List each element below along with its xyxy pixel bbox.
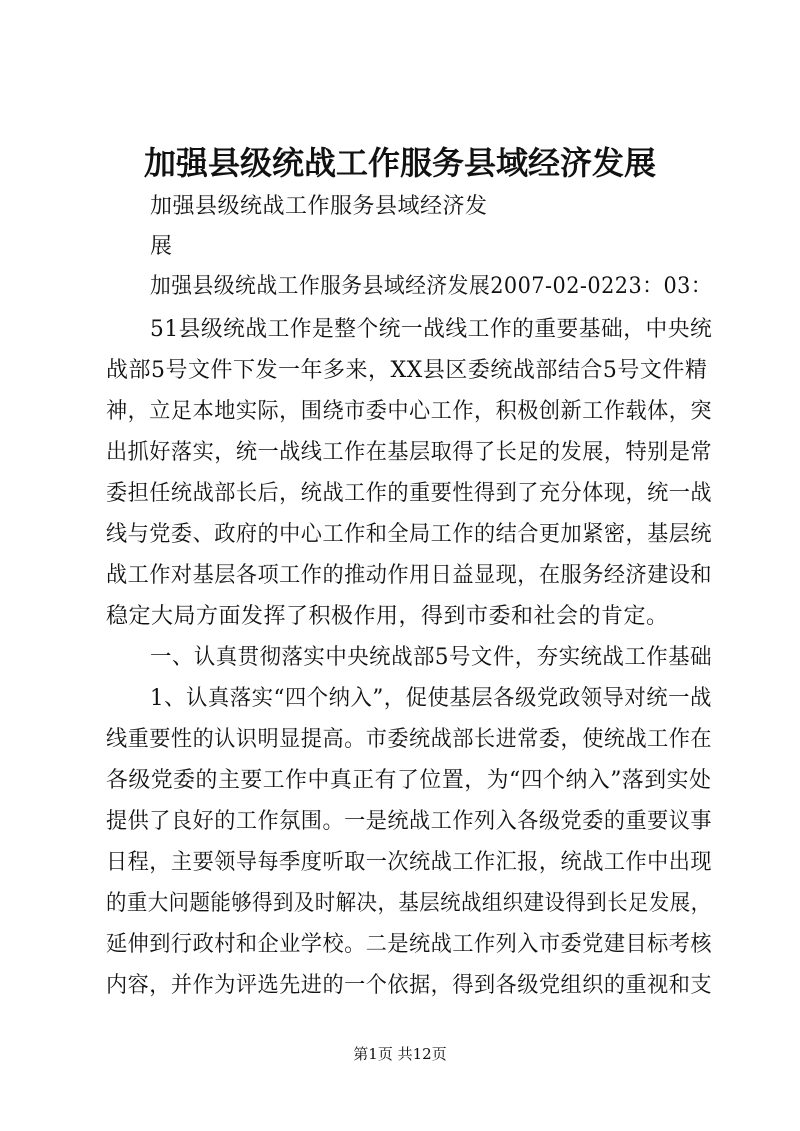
document-title: 加强县级统战工作服务县域经济发展 [143, 144, 656, 182]
paragraph-line: 战部5号文件下发一年多来，XX县区委统战部结合5号文件精 [106, 358, 708, 383]
paragraph-line: 51县级统战工作是整个统一战线工作的重要基础，中央统 [150, 317, 713, 342]
paragraph-line: 委担任统战部长后，统战工作的重要性得到了充分体现，统一战 [106, 481, 713, 506]
paragraph-line: 1、认真落实“四个纳入”，促使基层各级党政领导对统一战 [150, 686, 712, 711]
paragraph-line: 线与党委、政府的中心工作和全局工作的结合更加紧密，基层统 [106, 522, 713, 547]
paragraph-line: 线重要性的认识明显提高。市委统战部长进常委，使统战工作在 [106, 727, 713, 752]
paragraph-line: 的重大问题能够得到及时解决，基层统战组织建设得到长足发展， [106, 891, 712, 916]
paragraph-line: 战工作对基层各项工作的推动作用日益显现，在服务经济建设和 [106, 563, 713, 588]
date-line: 加强县级统战工作服务县域经济发展2007-02-0223：03： [150, 274, 713, 299]
paragraph-line: 稳定大局方面发挥了积极作用，得到市委和社会的肯定。 [106, 604, 669, 629]
paragraph-line: 内容，并作为评选先进的一个依据，得到各级党组织的重视和支 [106, 973, 713, 998]
subtitle-line-1: 加强县级统战工作服务县域经济发 [150, 194, 488, 219]
paragraph-line: 神，立足本地实际，围绕市委中心工作，积极创新工作载体，突 [106, 399, 713, 424]
paragraph-line: 提供了良好的工作氛围。一是统战工作列入各级党委的重要议事 [106, 809, 713, 834]
paragraph-line: 延伸到行政村和企业学校。二是统战工作列入市委党建目标考核 [106, 932, 713, 957]
paragraph-line: 出抓好落实，统一战线工作在基层取得了长足的发展，特别是常 [106, 440, 713, 465]
paragraph-line: 日程，主要领导每季度听取一次统战工作汇报，统战工作中出现 [106, 850, 713, 875]
paragraph-line: 各级党委的主要工作中真正有了位置，为“四个纳入”落到实处 [106, 768, 712, 793]
subtitle-line-2: 展 [150, 234, 173, 259]
page-number: 第1页 共12页 [353, 1045, 447, 1063]
section-heading: 一、认真贯彻落实中央统战部5号文件，夯实统战工作基础 [150, 645, 712, 670]
